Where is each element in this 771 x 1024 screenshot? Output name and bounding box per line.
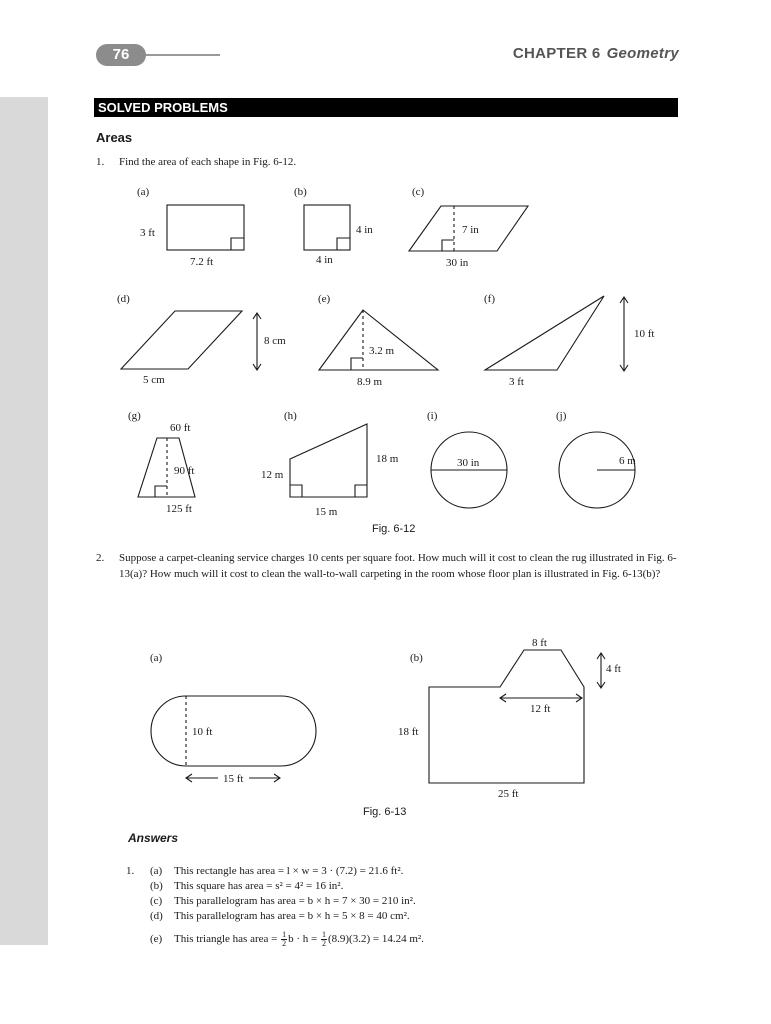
chapter-label: CHAPTER 6 — [512, 45, 601, 62]
answer-text: This parallelogram has area = b × h = 7 × 30 = 210 in². — [174, 895, 416, 907]
answer-item — [150, 931, 424, 948]
answer-label: (b) — [150, 880, 163, 892]
fraction-numerator: 1 — [282, 930, 287, 939]
label-i-diameter: 30 in — [457, 457, 480, 469]
label-13a: (a) — [150, 652, 163, 664]
label-d-base: 5 cm — [143, 374, 165, 386]
label-f: (f) — [484, 293, 495, 305]
chapter-topic: Geometry — [606, 45, 679, 62]
label-g: (g) — [128, 410, 141, 422]
label-h-right: 18 m — [376, 453, 399, 465]
answer-text-mid: b · h = — [288, 933, 318, 946]
answers-list — [126, 864, 424, 948]
label-d-height: 8 cm — [264, 335, 286, 347]
label-b: (b) — [294, 186, 307, 198]
rug-outline — [151, 696, 316, 766]
label-i: (i) — [427, 410, 438, 422]
label-a-height: 3 ft — [140, 227, 155, 239]
label-13a-length: 15 ft — [223, 773, 244, 785]
problem-text: Suppose a carpet-cleaning service charges 10 cents per square foot. How much will it cost to clean the rug illustrated in Fig. 6-13(a)? How much will it cost to clean the wall-to-wall carpeting in the room whose floor plan is illustrated in Fig. 6-13(b)? — [119, 552, 677, 580]
answer-item — [150, 894, 424, 909]
fraction-one-half — [281, 931, 287, 948]
fraction-denominator: 2 — [321, 939, 326, 948]
label-e-height: 3.2 m — [369, 345, 395, 357]
figure-6-12-caption: Fig. 6-12 — [372, 523, 416, 535]
answer-item — [150, 879, 424, 894]
label-g-bottom: 125 ft — [166, 503, 192, 515]
page-number: 76 — [96, 44, 146, 66]
label-13b-left: 18 ft — [398, 726, 419, 738]
fraction-numerator: 1 — [321, 930, 326, 939]
label-13b: (b) — [410, 652, 423, 664]
fraction-denominator: 2 — [282, 939, 287, 948]
answer-item — [150, 864, 424, 879]
label-j-radius: 6 m — [619, 455, 636, 467]
answer-label: (c) — [150, 895, 163, 907]
label-e: (e) — [318, 293, 331, 305]
answer-text: This parallelogram has area = b × h = 5 × 8 = 40 cm². — [174, 910, 410, 922]
label-d: (d) — [117, 293, 130, 305]
label-h-left: 12 m — [261, 469, 284, 481]
label-c-height: 7 in — [462, 224, 479, 236]
label-e-base: 8.9 m — [357, 376, 383, 388]
label-g-height: 90 ft — [174, 465, 195, 477]
figure-6-13-caption: Fig. 6-13 — [363, 806, 407, 818]
label-g-top: 60 ft — [170, 422, 191, 434]
problem-number: 1. — [96, 156, 105, 168]
answer-text: This rectangle has area = l × w = 3 · (7.2) = 21.6 ft². — [174, 865, 404, 877]
section-title: SOLVED PROBLEMS — [94, 98, 678, 117]
label-b-side: 4 in — [356, 224, 373, 236]
label-h: (h) — [284, 410, 297, 422]
room-outline — [429, 650, 584, 783]
fraction-one-half — [321, 931, 327, 948]
label-13b-middle: 12 ft — [530, 703, 551, 715]
answer-item — [150, 909, 424, 924]
problem-number: 2. — [96, 552, 105, 564]
answer-label: (e) — [150, 933, 163, 946]
label-c-base: 30 in — [446, 257, 469, 269]
problem-text: Find the area of each shape in Fig. 6-12. — [119, 156, 297, 168]
subsection-title: Areas — [96, 130, 133, 145]
label-a: (a) — [137, 186, 150, 198]
answer-label: (d) — [150, 910, 163, 922]
label-a-width: 7.2 ft — [190, 256, 214, 268]
answer-text-after: (8.9)(3.2) = 14.24 m². — [327, 933, 424, 946]
label-13b-bottom: 25 ft — [498, 788, 519, 800]
label-h-bottom: 15 m — [315, 506, 338, 518]
label-13b-top: 8 ft — [532, 637, 547, 649]
label-13b-rise: 4 ft — [606, 663, 621, 675]
label-f-height: 10 ft — [634, 328, 655, 340]
answers-heading: Answers — [128, 831, 179, 845]
label-j: (j) — [556, 410, 567, 422]
answer-text-before: This triangle has area = — [174, 933, 278, 946]
label-c: (c) — [412, 186, 425, 198]
answer-label: (a) — [150, 865, 163, 877]
answer-text: This square has area = s² = 4² = 16 in². — [174, 880, 344, 892]
label-f-base: 3 ft — [509, 376, 524, 388]
label-13a-height: 10 ft — [192, 726, 213, 738]
label-b-bottom: 4 in — [316, 254, 333, 266]
answer-number: 1. — [126, 865, 135, 877]
